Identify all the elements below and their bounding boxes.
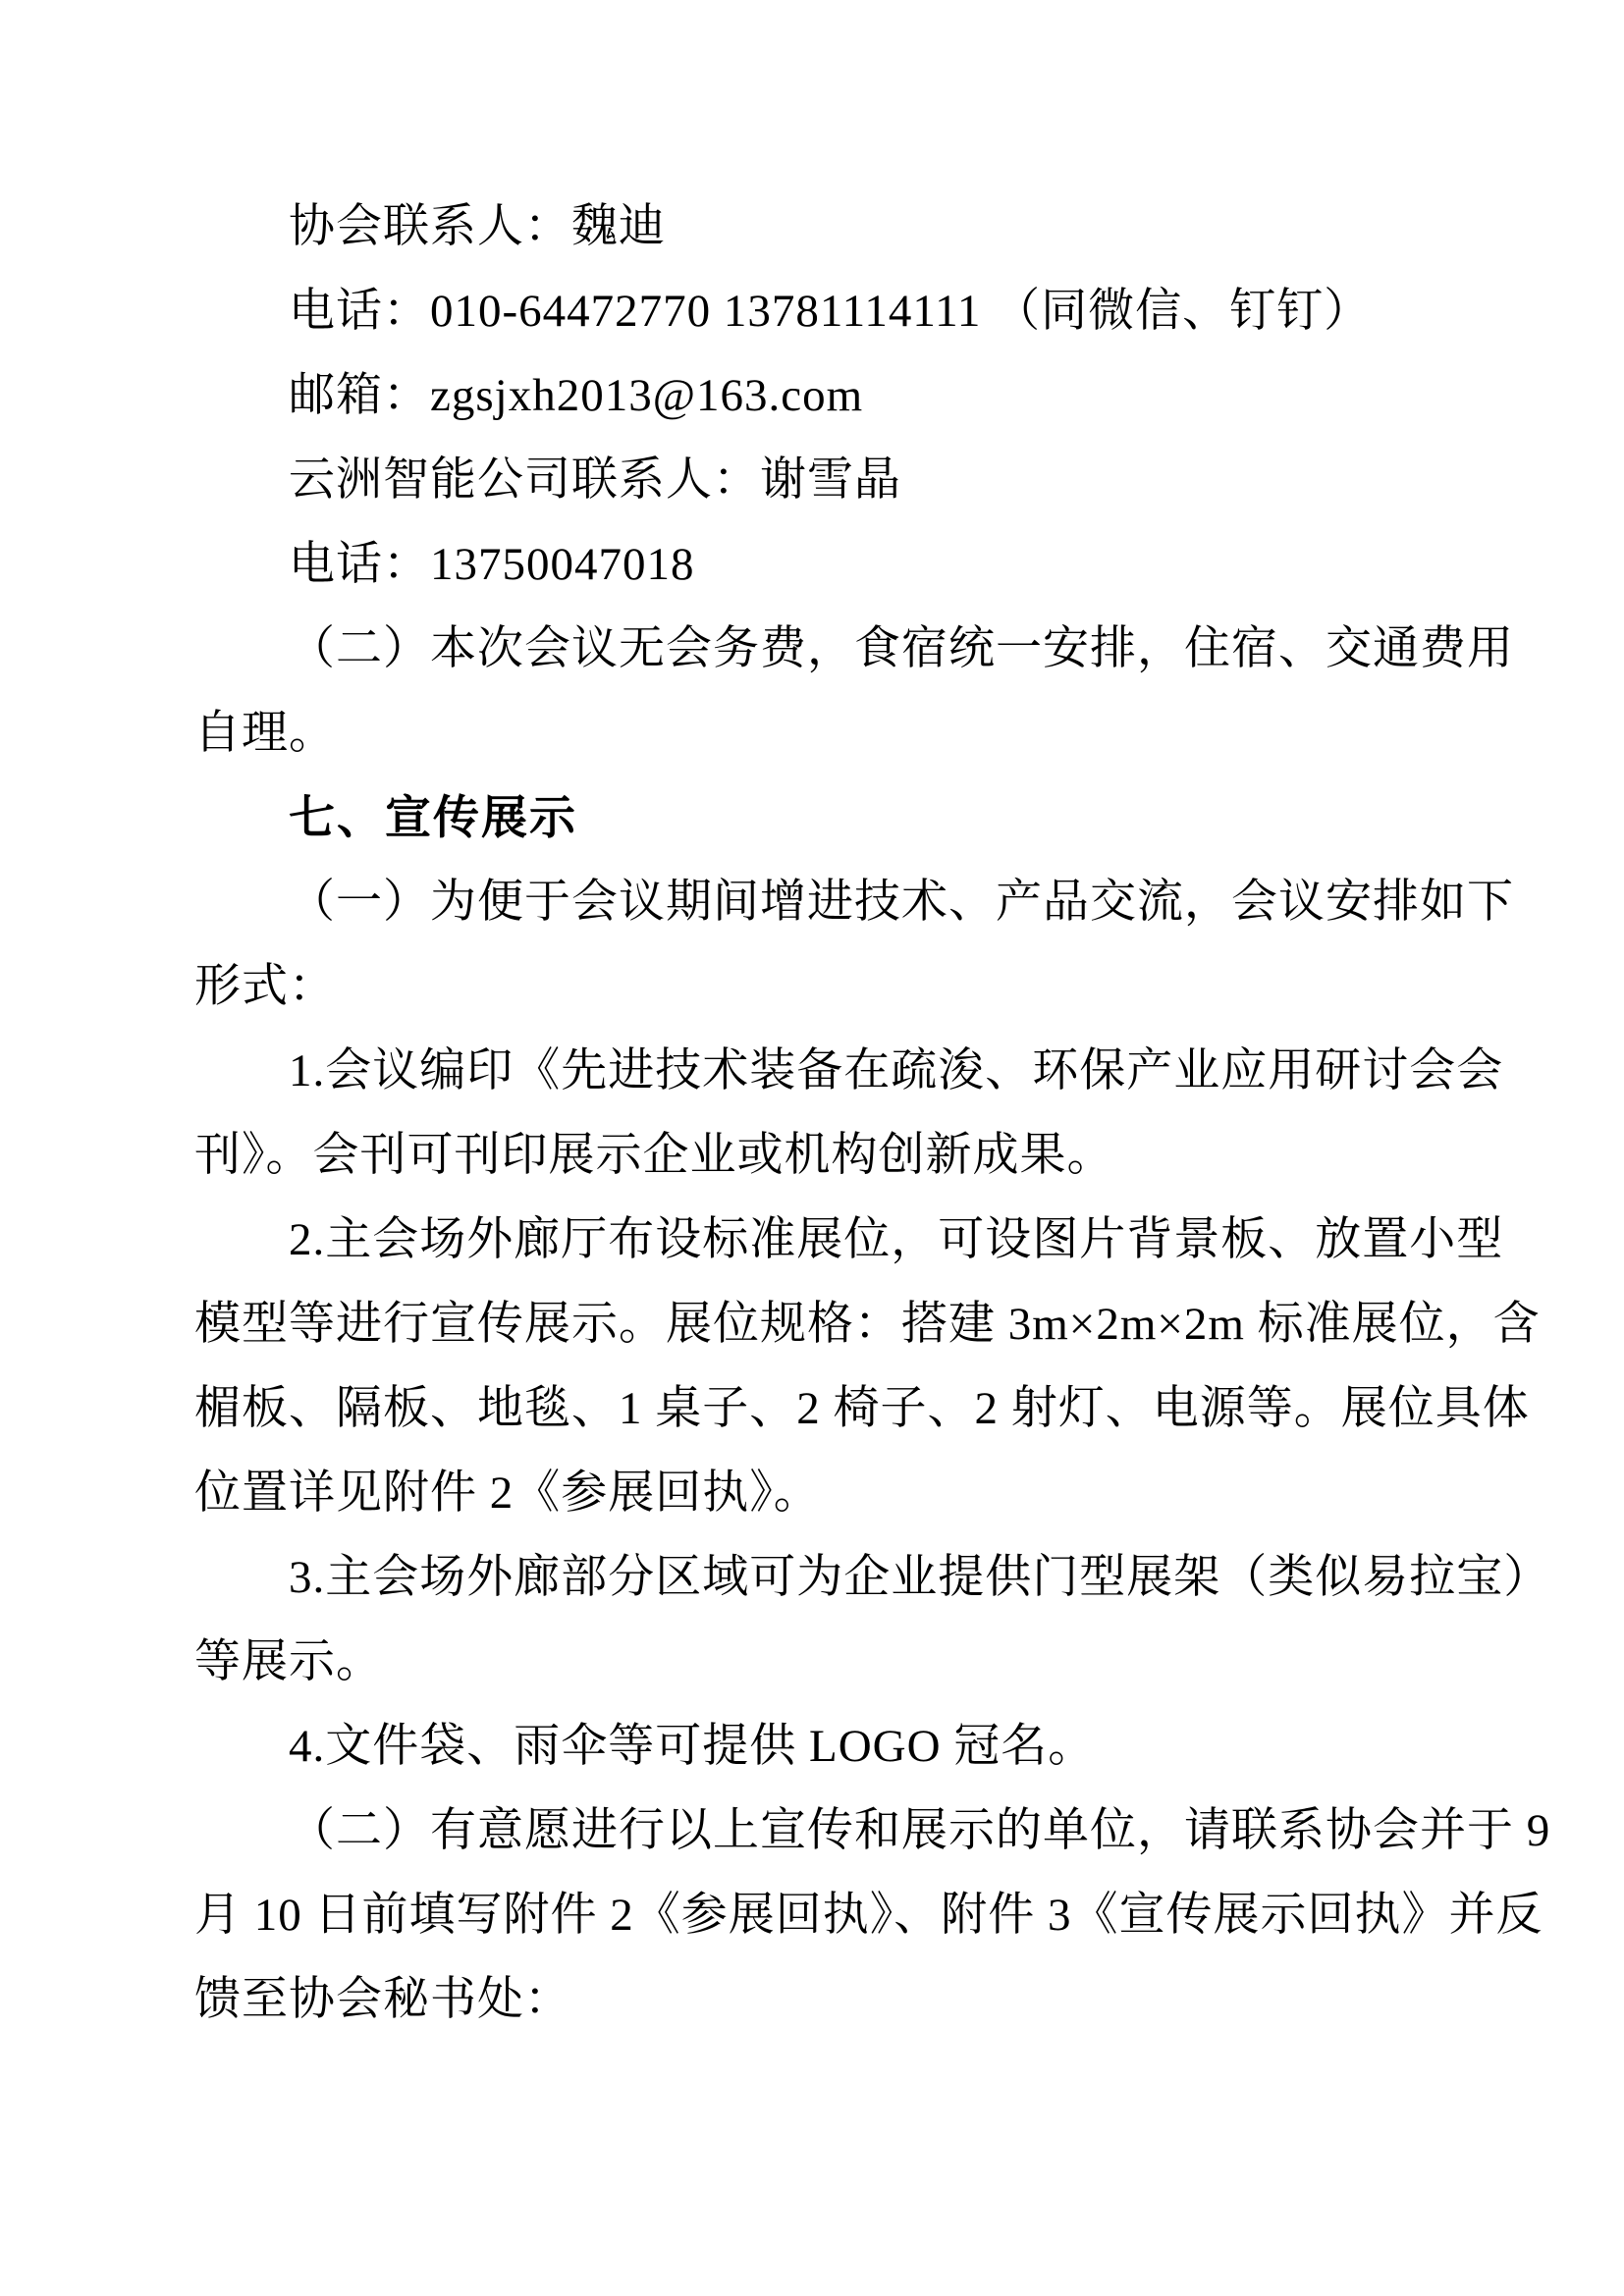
paragraph-line: 馈至协会秘书处： (194, 1974, 571, 2025)
list-item-2-line: 2.主会场外廊厅布设标准展位，可设图片背景板、放置小型 (289, 1214, 1504, 1265)
fee-note-line-continued: 自理。 (194, 708, 336, 759)
paragraph-line: 月 10 日前填写附件 2《参展回执》、附件 3《宣传展示回执》并反 (194, 1890, 1543, 1941)
list-item-2-line-continued: 楣板、隔板、地毯、1 桌子、2 椅子、2 射灯、电源等。展位具体 (194, 1383, 1530, 1434)
section-heading: 七、宣传展示 (289, 791, 577, 843)
list-item-1-line-continued: 刊》。会刊可刊印展示企业或机构创新成果。 (194, 1130, 1114, 1181)
fee-note-line: （二）本次会议无会务费，食宿统一安排，住宿、交通费用 (289, 623, 1514, 674)
company-contact-line: 云洲智能公司联系人：谢雪晶 (289, 454, 901, 506)
list-item-3-line-continued: 等展示。 (194, 1636, 383, 1687)
list-item-1-line: 1.会议编印《先进技术装备在疏浚、环保产业应用研讨会会 (289, 1045, 1504, 1096)
paragraph-line: （一）为便于会议期间增进技术、产品交流，会议安排如下 (289, 877, 1514, 928)
list-item-3-line: 3.主会场外廊部分区域可为企业提供门型展架（类似易拉宝） (289, 1552, 1551, 1603)
company-phone-line: 电话：13750047018 (289, 539, 695, 590)
list-item-4-line: 4.文件袋、雨伞等可提供 LOGO 冠名。 (289, 1721, 1096, 1772)
association-contact-line: 协会联系人：魏迪 (289, 201, 666, 252)
association-email-line: 邮箱：zgsjxh2013@163.com (289, 370, 864, 421)
list-item-2-line-continued: 模型等进行宣传展示。展位规格：搭建 3m×2m×2m 标准展位，含 (194, 1299, 1541, 1350)
list-item-2-line-continued: 位置详见附件 2《参展回执》。 (194, 1468, 821, 1519)
paragraph-line: 形式： (194, 961, 336, 1012)
association-phone-line: 电话：010-64472770 13781114111 （同微信、钉钉） (289, 286, 1372, 337)
paragraph-line: （二）有意愿进行以上宣传和展示的单位，请联系协会并于 9 (289, 1805, 1551, 1856)
document-body (194, 185, 1551, 2042)
